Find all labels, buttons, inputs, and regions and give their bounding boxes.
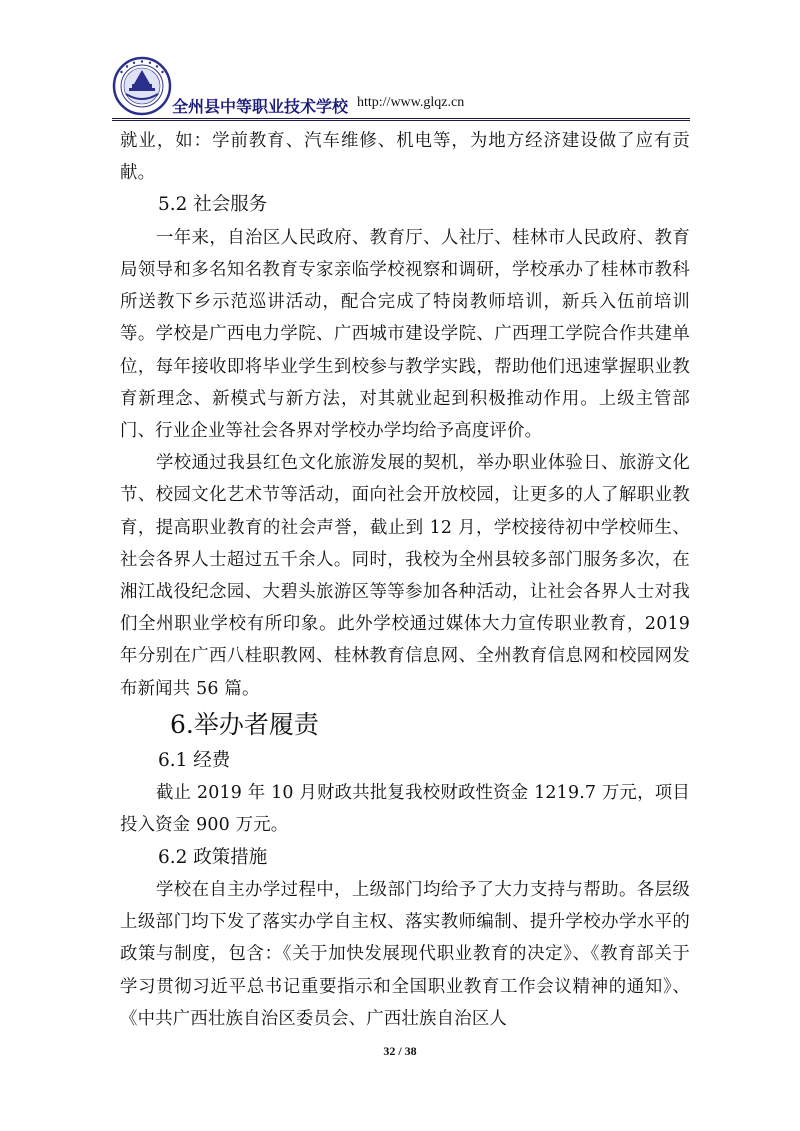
body-paragraph: 学校在自主办学过程中，上级部门均给予了大力支持与帮助。各层级上级部门均下发了落实办学自主权、落实教师编制、提升学校办学水平的政策与制度，包含：《关于加快发展现代职业教育的决定》、《教育部关于学习贯彻习近平总书记重要指示和全国职业教育工作会议精神的通知》、《中共广西壮族自治区委员会、广西壮族自治区人 [120,880,690,1029]
body-paragraph: 截止 2019 年 10 月财政共批复我校财政性资金 1219.7 万元，项目投入资金 900 万元。 [120,783,690,836]
header-divider [112,118,690,121]
school-name: 全州县中等职业技术学校 [172,97,349,116]
school-url[interactable]: http://www.glqz.cn [357,95,465,110]
document-header [112,56,692,118]
subsection-heading: 6.1 经费 [158,749,231,771]
subsection-heading: 5.2 社会服务 [158,194,268,216]
document-body [120,125,690,1035]
school-emblem-icon [112,56,176,118]
body-paragraph: 学校通过我县红色文化旅游发展的契机，举办职业体验日、旅游文化节、校园文化艺术节等活动，面向社会开放校园，让更多的人了解职业教育，提高职业教育的社会声誉，截止到 12 月，学校接待初中学校师生、社会各界人士超过五千余人。同时，我校为全州县较多部门服务多次，在湘江战役纪念园、大碧头旅游区等等参加各种活动，让社会各界人士对我们全州职业学校有所印象。此外学校通过媒体大力宣传职业教育，2019 年分别在广西八桂职教网、桂林教育信息网、全州教育信息网和校园网发布新闻共 56 篇。 [120,453,690,699]
body-paragraph: 一年来，自治区人民政府、教育厅、人社厅、桂林市人民政府、教育局领导和多名知名教育专家亲临学校视察和调研，学校承办了桂林市教科所送教下乡示范巡讲活动，配合完成了特岗教师培训，新兵入伍前培训等。学校是广西电力学院、广西城市建设学院、广西理工学院合作共建单位，每年接收即将毕业学生到校参与教学实践，帮助他们迅速掌握职业教育新理念、新模式与新方法，对其就业起到积极推动作用。上级主管部门、行业企业等社会各界对学校办学均给予高度评价。 [120,227,690,442]
body-paragraph: 就业，如：学前教育、汽车维修、机电等，为地方经济建设做了应有贡献。 [120,131,690,184]
subsection-heading: 6.2 政策措施 [158,846,268,868]
page-number: 32 / 38 [383,1044,417,1058]
section-heading: 6.举办者履责 [170,709,319,739]
